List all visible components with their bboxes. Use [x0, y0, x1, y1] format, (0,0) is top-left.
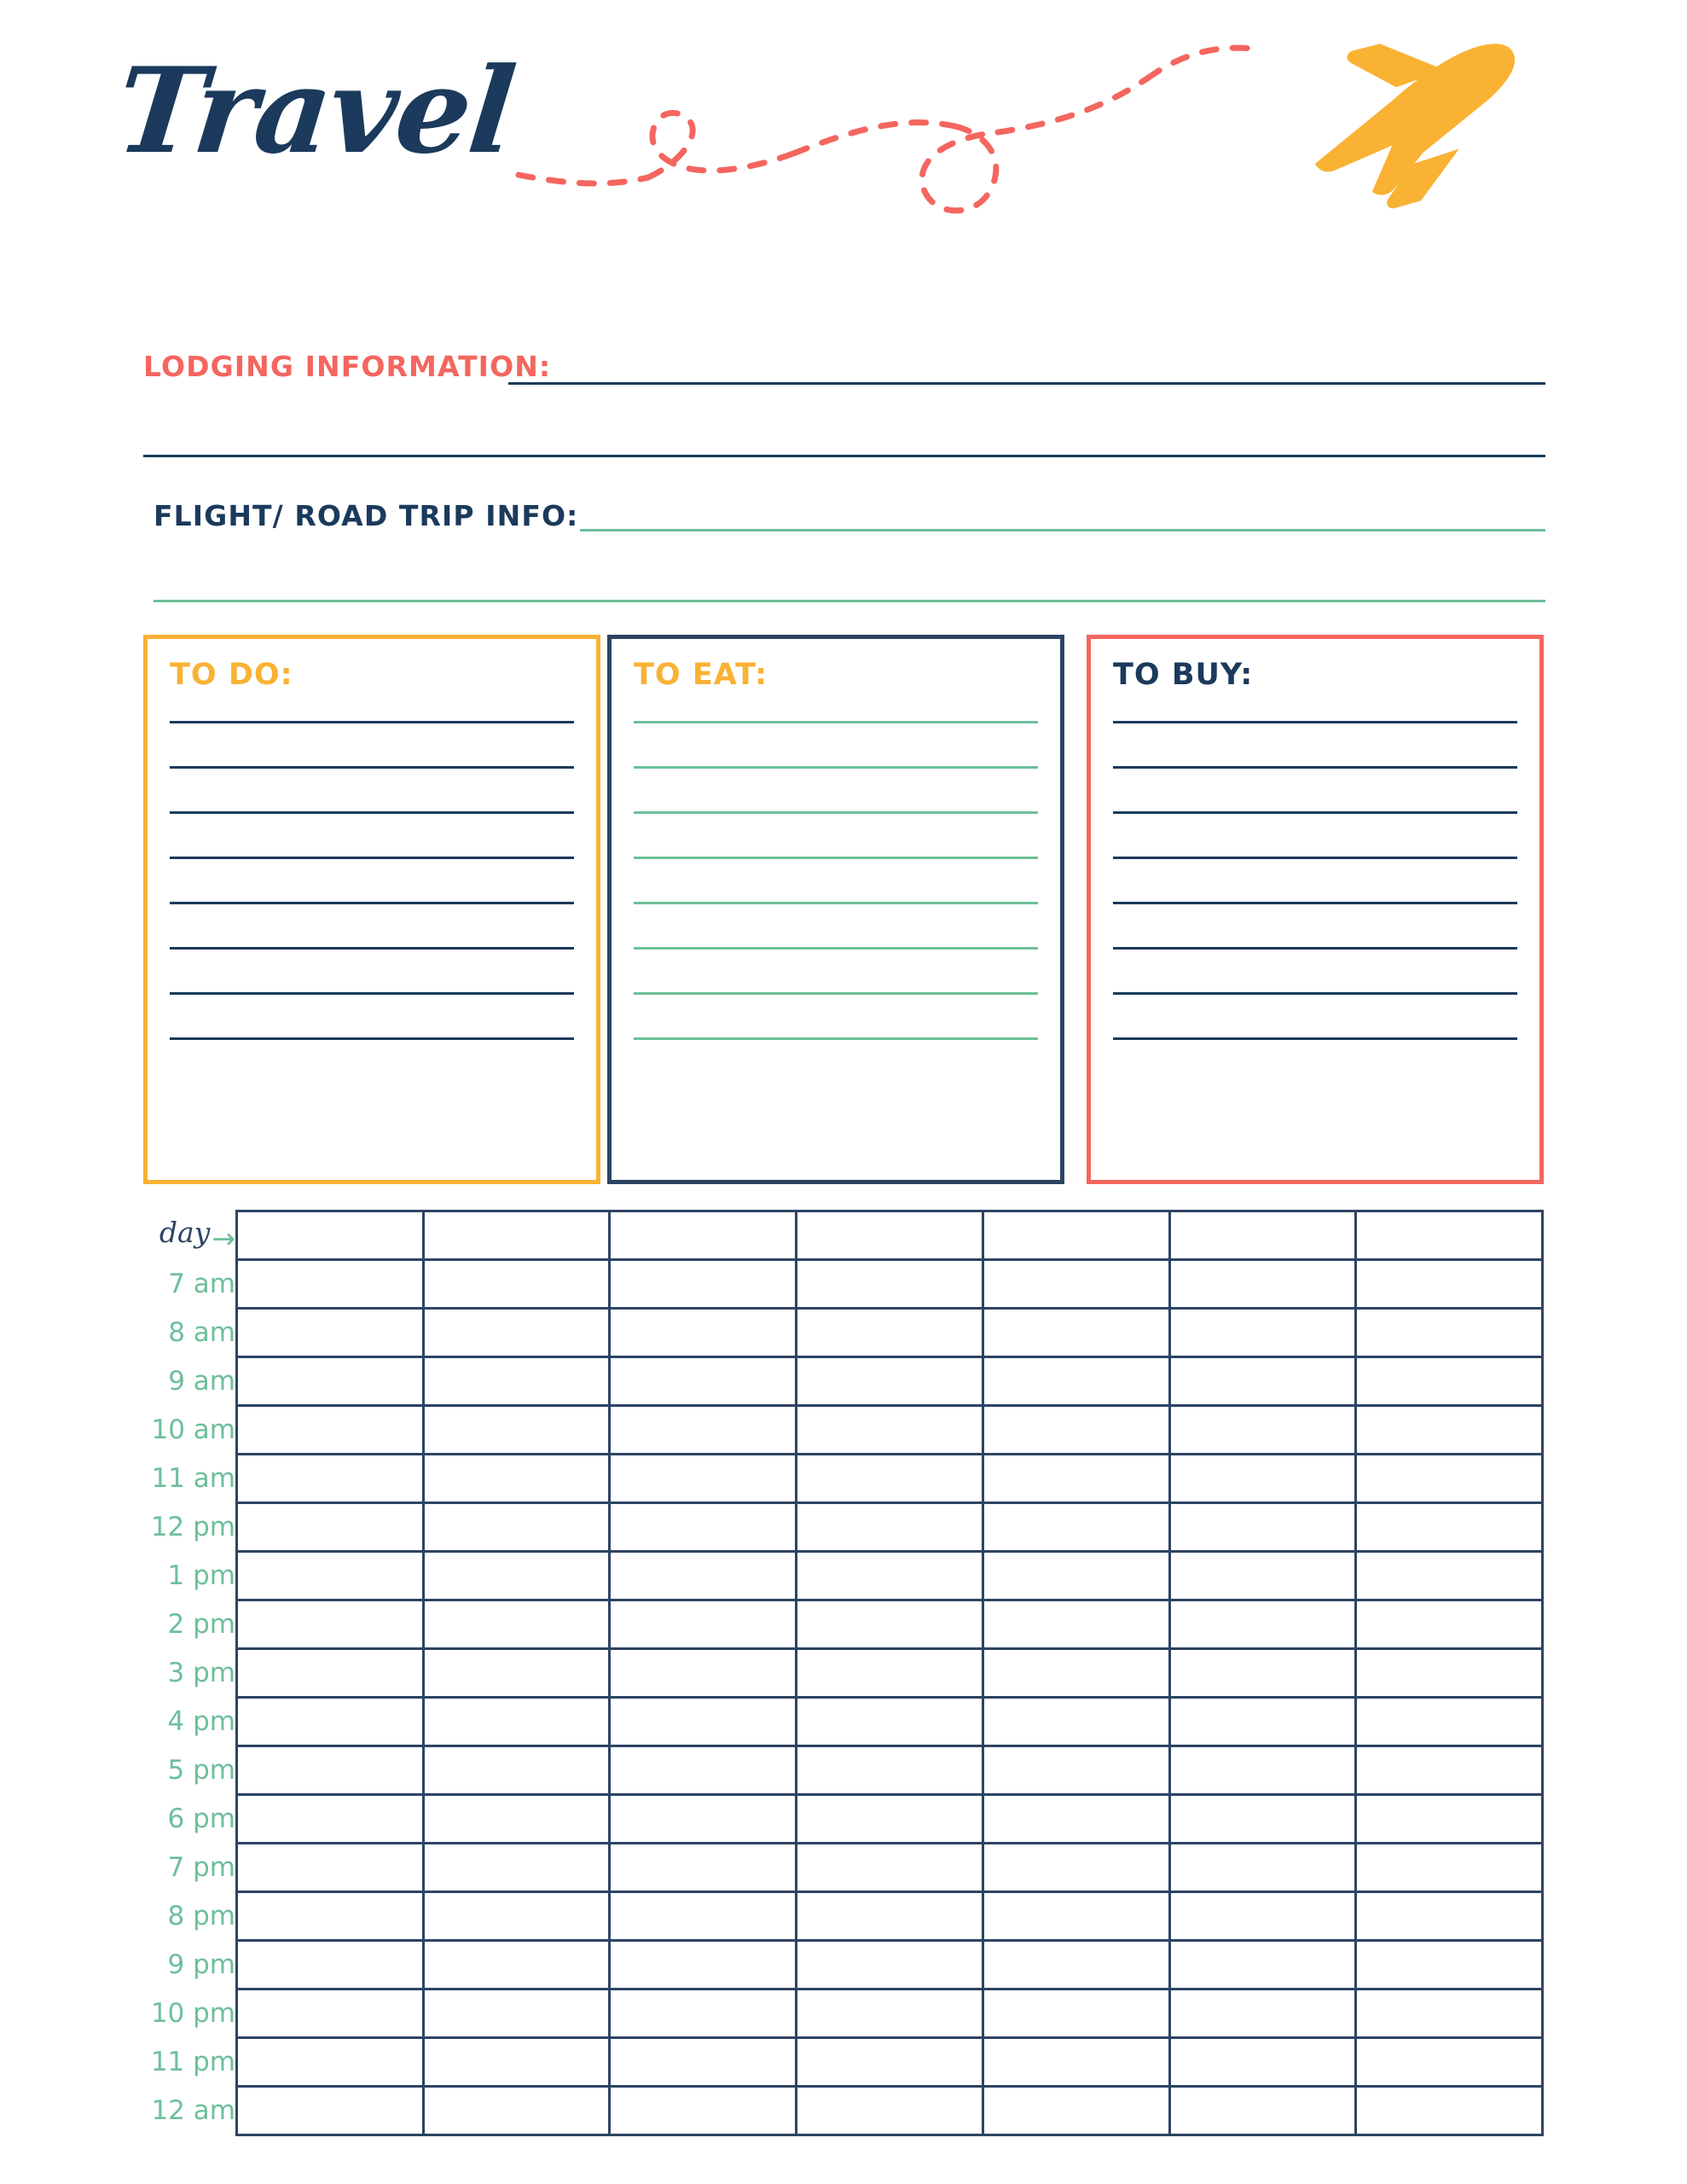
schedule-cell[interactable]	[423, 2038, 610, 2087]
schedule-cell[interactable]	[797, 1892, 983, 1941]
schedule-time-label: 4 pm	[167, 1706, 235, 1737]
schedule-time-label: 3 pm	[167, 1658, 235, 1688]
to-buy-line[interactable]	[1113, 721, 1517, 723]
schedule-cell[interactable]	[797, 1600, 983, 1649]
schedule-cell[interactable]	[1356, 1309, 1543, 1357]
schedule-cell[interactable]	[1169, 1989, 1356, 2038]
schedule-row	[126, 1941, 1543, 1989]
to-do-line[interactable]	[170, 811, 574, 814]
schedule-cell[interactable]	[797, 1698, 983, 1746]
schedule-cell[interactable]	[237, 1455, 424, 1503]
schedule-cell[interactable]	[610, 1552, 797, 1600]
to-buy-line[interactable]	[1113, 811, 1517, 814]
schedule-cell[interactable]	[423, 1941, 610, 1989]
schedule-cell[interactable]	[983, 2038, 1169, 2087]
schedule-cell[interactable]	[423, 1357, 610, 1406]
schedule-cell[interactable]	[423, 2087, 610, 2135]
schedule-time-label: 1 pm	[167, 1560, 235, 1591]
schedule-cell[interactable]	[797, 1941, 983, 1989]
schedule-cell[interactable]	[1356, 1941, 1543, 1989]
to-eat-box[interactable]	[607, 635, 1064, 1184]
to-do-line[interactable]	[170, 947, 574, 950]
schedule-row	[126, 1989, 1543, 2038]
schedule-cell[interactable]	[237, 1309, 424, 1357]
schedule-day-header-cell[interactable]	[237, 1211, 424, 1260]
schedule-cell[interactable]	[1356, 1698, 1543, 1746]
schedule-cell[interactable]	[423, 1844, 610, 1892]
schedule-cell[interactable]	[610, 1600, 797, 1649]
schedule-cell[interactable]	[423, 1649, 610, 1698]
to-buy-box[interactable]	[1087, 635, 1544, 1184]
schedule-row	[126, 2087, 1543, 2135]
schedule-cell[interactable]	[1356, 1795, 1543, 1844]
schedule-time-label: 8 am	[168, 1317, 235, 1348]
schedule-cell[interactable]	[423, 1406, 610, 1455]
schedule-cell[interactable]	[983, 1357, 1169, 1406]
to-do-box[interactable]	[143, 635, 600, 1184]
to-buy-line[interactable]	[1113, 766, 1517, 769]
schedule-cell[interactable]	[1169, 1600, 1356, 1649]
schedule-cell[interactable]	[983, 1941, 1169, 1989]
schedule-time-label: 12 pm	[150, 1512, 235, 1542]
to-do-line[interactable]	[170, 1037, 574, 1040]
schedule-cell[interactable]	[797, 1795, 983, 1844]
to-eat-line[interactable]	[634, 1037, 1038, 1040]
to-buy-lines	[1113, 721, 1517, 1083]
schedule-row	[126, 2038, 1543, 2087]
schedule-row	[126, 1455, 1543, 1503]
schedule-cell[interactable]	[237, 1746, 424, 1795]
page-title: Travel	[110, 41, 520, 180]
schedule-cell[interactable]	[797, 1746, 983, 1795]
to-do-line[interactable]	[170, 992, 574, 995]
schedule-cell[interactable]	[983, 1989, 1169, 2038]
schedule-time-label: 11 am	[151, 1463, 235, 1494]
page-header	[0, 0, 1687, 333]
schedule-row	[126, 1600, 1543, 1649]
schedule-day-header-cell[interactable]	[610, 1211, 797, 1260]
schedule-cell[interactable]	[797, 1357, 983, 1406]
schedule-cell[interactable]	[1169, 1698, 1356, 1746]
schedule-cell[interactable]	[1356, 1406, 1543, 1455]
schedule-cell[interactable]	[237, 1406, 424, 1455]
schedule-time-label: 9 pm	[167, 1949, 235, 1980]
to-buy-line[interactable]	[1113, 992, 1517, 995]
schedule-cell[interactable]	[610, 1989, 797, 2038]
flight-field-label-wrap	[154, 499, 578, 532]
schedule-cell[interactable]	[237, 1260, 424, 1309]
schedule-cell[interactable]	[983, 1698, 1169, 1746]
schedule-time-label: 7 am	[168, 1269, 235, 1299]
schedule-cell[interactable]	[1356, 1455, 1543, 1503]
schedule-row	[126, 1357, 1543, 1406]
schedule-cell[interactable]	[237, 1552, 424, 1600]
schedule-cell[interactable]	[797, 1406, 983, 1455]
schedule-day-header-cell[interactable]	[423, 1211, 610, 1260]
schedule-cell[interactable]	[797, 1503, 983, 1552]
schedule-cell[interactable]	[610, 2038, 797, 2087]
schedule-day-header-cell[interactable]	[1356, 1211, 1543, 1260]
schedule-cell[interactable]	[797, 1455, 983, 1503]
schedule-cell[interactable]	[1356, 2087, 1543, 2135]
schedule-cell[interactable]	[1356, 1552, 1543, 1600]
schedule-cell[interactable]	[610, 1503, 797, 1552]
schedule-cell[interactable]	[610, 1357, 797, 1406]
schedule-row	[126, 1844, 1543, 1892]
schedule-cell[interactable]	[610, 2087, 797, 2135]
airplane-icon	[1297, 30, 1539, 209]
schedule-row	[126, 1795, 1543, 1844]
to-buy-line[interactable]	[1113, 1037, 1517, 1040]
schedule-cell[interactable]	[1356, 1260, 1543, 1309]
to-buy-line[interactable]	[1113, 947, 1517, 950]
schedule-cell[interactable]	[797, 1260, 983, 1309]
schedule-cell[interactable]	[237, 1795, 424, 1844]
schedule-cell[interactable]	[983, 1406, 1169, 1455]
schedule-cell[interactable]	[797, 1989, 983, 2038]
schedule-cell[interactable]	[797, 1552, 983, 1600]
schedule-cell[interactable]	[237, 1989, 424, 2038]
schedule-row	[126, 1552, 1543, 1600]
schedule-cell[interactable]	[983, 1795, 1169, 1844]
schedule-cell[interactable]	[1169, 1892, 1356, 1941]
schedule-cell[interactable]	[983, 1649, 1169, 1698]
schedule-cell[interactable]	[610, 1746, 797, 1795]
schedule-time-label: 12 am	[151, 2095, 235, 2126]
to-buy-line[interactable]	[1113, 902, 1517, 904]
schedule-row	[126, 1503, 1543, 1552]
schedule-cell[interactable]	[1169, 1795, 1356, 1844]
schedule-table	[126, 1210, 1544, 2136]
schedule-cell[interactable]	[610, 1260, 797, 1309]
schedule-cell[interactable]	[610, 1844, 797, 1892]
schedule-cell[interactable]	[423, 1746, 610, 1795]
schedule-cell[interactable]	[1169, 1309, 1356, 1357]
schedule-cell[interactable]	[423, 1989, 610, 2038]
lodging-line-2[interactable]	[143, 455, 1545, 457]
schedule-cell[interactable]	[237, 1844, 424, 1892]
schedule-cell[interactable]	[237, 1600, 424, 1649]
schedule-cell[interactable]	[983, 1600, 1169, 1649]
schedule-cell[interactable]	[237, 1503, 424, 1552]
schedule-row	[126, 1746, 1543, 1795]
schedule-cell[interactable]	[1356, 1600, 1543, 1649]
to-eat-line[interactable]	[634, 902, 1038, 904]
schedule-cell[interactable]	[797, 1309, 983, 1357]
schedule-cell[interactable]	[983, 1552, 1169, 1600]
schedule-cell[interactable]	[1356, 1357, 1543, 1406]
to-do-line[interactable]	[170, 766, 574, 769]
schedule-row	[126, 1698, 1543, 1746]
schedule-row	[126, 1260, 1543, 1309]
schedule-cell[interactable]	[983, 1892, 1169, 1941]
schedule-cell[interactable]	[237, 1892, 424, 1941]
schedule-cell[interactable]	[423, 1309, 610, 1357]
schedule-cell[interactable]	[1169, 1455, 1356, 1503]
lodging-label: LODGING INFORMATION:	[143, 350, 552, 383]
schedule-cell[interactable]	[423, 1600, 610, 1649]
schedule-day-header-cell[interactable]	[983, 1211, 1169, 1260]
schedule-cell[interactable]	[237, 1357, 424, 1406]
arrow-right-icon: →	[212, 1222, 235, 1256]
schedule-header-row	[126, 1211, 1543, 1260]
schedule-cell[interactable]	[1356, 1989, 1543, 2038]
schedule-cell[interactable]	[237, 2087, 424, 2135]
to-eat-line[interactable]	[634, 811, 1038, 814]
day-label: day	[159, 1215, 211, 1249]
schedule-cell[interactable]	[1169, 1844, 1356, 1892]
to-buy-line[interactable]	[1113, 857, 1517, 859]
schedule-time-label: 9 am	[168, 1366, 235, 1397]
schedule-day-header-cell[interactable]	[1169, 1211, 1356, 1260]
to-do-line[interactable]	[170, 721, 574, 723]
schedule-cell[interactable]	[983, 1844, 1169, 1892]
schedule-time-label: 2 pm	[167, 1609, 235, 1640]
schedule-cell[interactable]	[423, 1455, 610, 1503]
schedule-cell[interactable]	[1356, 1892, 1543, 1941]
to-eat-title: TO EAT:	[634, 658, 768, 692]
schedule-cell[interactable]	[1169, 1746, 1356, 1795]
schedule-cell[interactable]	[1169, 1941, 1356, 1989]
schedule-cell[interactable]	[797, 2038, 983, 2087]
flight-label: FLIGHT/ ROAD TRIP INFO:	[154, 499, 579, 532]
flight-line-2[interactable]	[154, 600, 1545, 602]
schedule-time-label: 10 pm	[150, 1998, 235, 2029]
dotted-flight-path-icon	[512, 26, 1629, 307]
schedule-row	[126, 1309, 1543, 1357]
schedule-time-label: 5 pm	[167, 1755, 235, 1786]
to-eat-line[interactable]	[634, 992, 1038, 995]
schedule-cell[interactable]	[423, 1795, 610, 1844]
schedule-time-label: 7 pm	[167, 1852, 235, 1883]
to-eat-line[interactable]	[634, 721, 1038, 723]
to-do-title: TO DO:	[170, 658, 293, 692]
schedule-cell[interactable]	[797, 1649, 983, 1698]
to-eat-line[interactable]	[634, 947, 1038, 950]
schedule-row	[126, 1649, 1543, 1698]
schedule-cell[interactable]	[1169, 2087, 1356, 2135]
schedule-cell[interactable]	[423, 1892, 610, 1941]
schedule-time-label: 11 pm	[150, 2047, 235, 2077]
schedule-cell[interactable]	[1169, 2038, 1356, 2087]
schedule-cell[interactable]	[1169, 1357, 1356, 1406]
schedule-time-label: 6 pm	[167, 1804, 235, 1834]
schedule-cell[interactable]	[610, 1941, 797, 1989]
schedule-cell[interactable]	[610, 1455, 797, 1503]
lodging-field-label-wrap	[143, 350, 551, 383]
schedule-cell[interactable]	[1169, 1406, 1356, 1455]
schedule-cell[interactable]	[797, 2087, 983, 2135]
schedule-cell[interactable]	[983, 1309, 1169, 1357]
schedule-cell[interactable]	[610, 1649, 797, 1698]
schedule-cell[interactable]	[423, 1552, 610, 1600]
to-eat-line[interactable]	[634, 766, 1038, 769]
schedule-cell[interactable]	[1356, 1503, 1543, 1552]
schedule-cell[interactable]	[423, 1698, 610, 1746]
schedule-cell[interactable]	[1356, 2038, 1543, 2087]
schedule-time-label: 10 am	[151, 1414, 235, 1445]
schedule-row	[126, 1406, 1543, 1455]
schedule-cell[interactable]	[237, 2038, 424, 2087]
schedule-cell[interactable]	[1356, 1746, 1543, 1795]
schedule-cell[interactable]	[797, 1844, 983, 1892]
schedule-cell[interactable]	[610, 1892, 797, 1941]
to-buy-title: TO BUY:	[1113, 658, 1254, 692]
schedule-grid	[126, 1210, 1544, 2136]
schedule-cell[interactable]	[237, 1649, 424, 1698]
to-eat-line[interactable]	[634, 857, 1038, 859]
schedule-row	[126, 1892, 1543, 1941]
schedule-time-label: 8 pm	[167, 1901, 235, 1931]
schedule-cell[interactable]	[610, 1698, 797, 1746]
to-do-line[interactable]	[170, 902, 574, 904]
schedule-cell[interactable]	[983, 2087, 1169, 2135]
schedule-cell[interactable]	[423, 1260, 610, 1309]
day-label-cell	[126, 1211, 237, 1260]
schedule-cell[interactable]	[983, 1260, 1169, 1309]
lodging-line-1[interactable]	[508, 382, 1545, 385]
schedule-cell[interactable]	[983, 1503, 1169, 1552]
schedule-day-header-cell[interactable]	[797, 1211, 983, 1260]
schedule-cell[interactable]	[983, 1455, 1169, 1503]
schedule-cell[interactable]	[1169, 1503, 1356, 1552]
schedule-cell[interactable]	[237, 1941, 424, 1989]
schedule-cell[interactable]	[983, 1746, 1169, 1795]
to-do-lines	[170, 721, 574, 1083]
schedule-cell[interactable]	[1169, 1649, 1356, 1698]
schedule-cell[interactable]	[423, 1503, 610, 1552]
schedule-cell[interactable]	[610, 1309, 797, 1357]
schedule-cell[interactable]	[1169, 1552, 1356, 1600]
schedule-cell[interactable]	[1356, 1649, 1543, 1698]
schedule-cell[interactable]	[610, 1795, 797, 1844]
to-eat-lines	[634, 721, 1038, 1083]
schedule-cell[interactable]	[610, 1406, 797, 1455]
to-do-line[interactable]	[170, 857, 574, 859]
schedule-cell[interactable]	[1169, 1260, 1356, 1309]
schedule-cell[interactable]	[237, 1698, 424, 1746]
flight-line-1[interactable]	[580, 529, 1545, 531]
schedule-cell[interactable]	[1356, 1844, 1543, 1892]
